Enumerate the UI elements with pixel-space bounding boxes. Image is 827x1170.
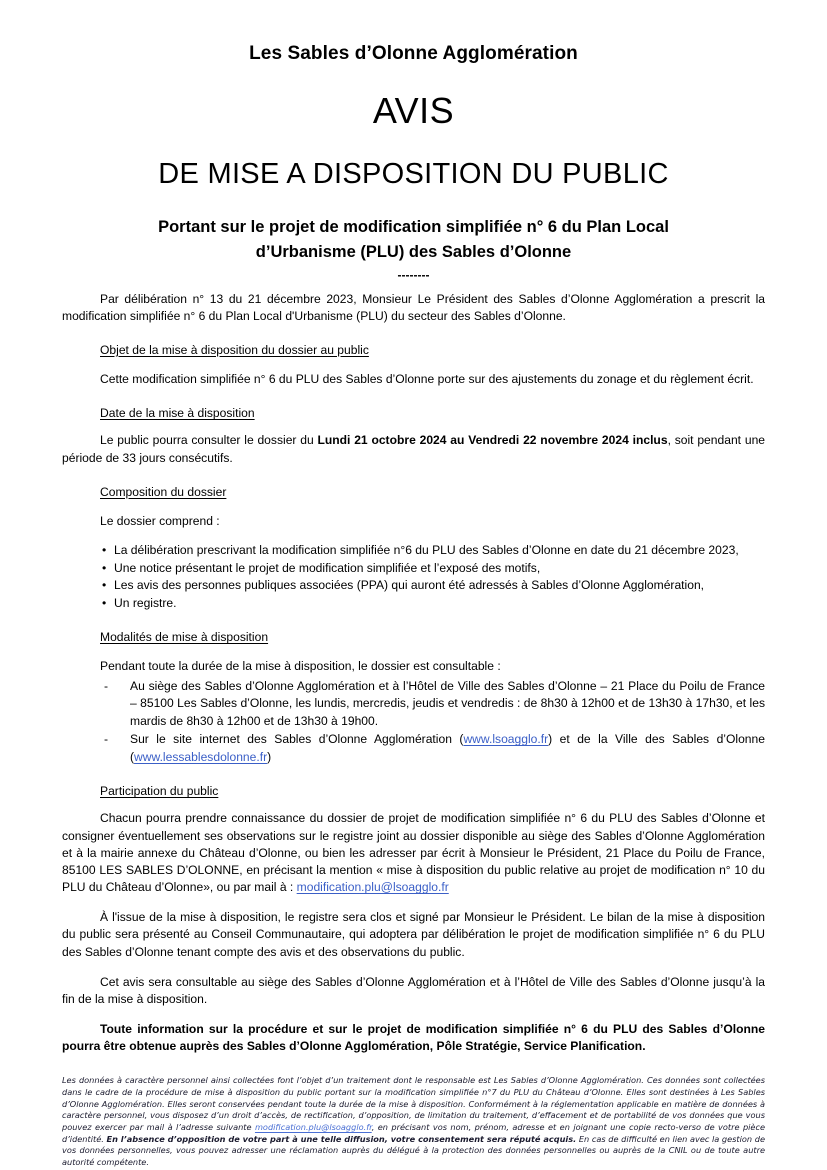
date-paragraph — [62, 432, 765, 466]
list-item: • Une notice présentant le projet de modification simplifiée et l’exposé des motifs, — [102, 560, 765, 578]
legal-bold-consent: En l’absence d’opposition de votre part à une telle diffusion, votre consentement sera réputé acquis. — [106, 1133, 577, 1144]
section-heading-modalites: Modalités de mise à disposition — [100, 630, 269, 645]
intro-paragraph: Par délibération n° 13 du 21 décembre 2023, Monsieur Le Président des Sables d’Olonne Agglomération a prescrit la modification simplifiée n° 6 du Plan Local d'Urbanisme (PLU) du secteur des Sables d’Olonne. — [62, 291, 765, 323]
portant-line-2: d’Urbanisme (PLU) des Sables d’Olonne — [255, 242, 572, 261]
link-email-legal[interactable]: modification.plu@lsoagglo.fr — [254, 1121, 372, 1132]
date-range-bold: Lundi 21 octobre 2024 au Vendredi 22 novembre 2024 inclus — [317, 433, 668, 448]
modalites-list — [62, 678, 765, 767]
section-heading-date: Date de la mise à disposition — [100, 406, 255, 421]
portant-heading — [96, 215, 731, 265]
section-heading-composition: Composition du dossier — [100, 484, 227, 499]
objet-paragraph: Cette modification simplifiée n° 6 du PLU des Sables d’Olonne porte sur des ajustements du zonage et du règlement écrit. — [100, 372, 754, 387]
portant-line-1: Portant sur le projet de modification simplifiée n° 6 du Plan Local — [158, 218, 669, 237]
section-heading-objet: Objet de la mise à disposition du dossier au public — [100, 342, 369, 357]
participation-paragraph-1 — [62, 810, 765, 896]
date-para-part1: Le public pourra consulter le dossier du — [100, 433, 318, 448]
modalites-lead: Pendant toute la durée de la mise à disposition, le dossier est consultable : — [100, 659, 501, 674]
subject-title: DE MISE A DISPOSITION DU PUBLIC — [158, 157, 669, 190]
list-item: • Un registre. — [102, 595, 765, 613]
composition-lead: Le dossier comprend : — [100, 513, 220, 528]
list-item: - Au siège des Sables d’Olonne Agglomération et à l’Hôtel de Ville des Sables d’Olonne – 21 Place du Poilu de France – 85100 Les Sables d’Olonne, les lundis, mercredis, jeudis et vendredis : de 8h30 à 12h00 et de 13h30 à 17h30, et les mardis de 8h30 à 12h00 et de 13h30 à 19h00. — [100, 678, 765, 731]
composition-list — [62, 542, 765, 612]
legal-part-1: Les données à caractère personnel ainsi collectées font l’objet d’un traitement dont le responsable est Les Sables d’Olonne Agglomération. Ces données sont collectées dans le cadre de la procédure de mise à disposition du public portant sur la modification simplifiée n°7 du PLU du Château d’Olonne. Elles sont destinées à Les Sables d’Olonne Agglomération. Elles seront conservées pendant toute la durée de la mise à disposition. Conformément à la réglementation applicable en matière de données à caractère personnel, vous disposez d’un droit d’accès, de rectification, d’opposition, de limitation du traitement, d’effacement et de portabilité de vos données que vous pouvez exercer par mail à l’adresse suivante — [62, 1075, 765, 1132]
organization-name: Les Sables d’Olonne Agglomération — [249, 43, 578, 64]
modalites-item2-post: ) — [267, 749, 272, 764]
section-heading-participation: Participation du public — [100, 784, 219, 799]
separator-dashes: -------- — [397, 267, 430, 282]
legal-notice — [62, 1075, 765, 1168]
modalites-item2-mid: ) et de la Ville des Sables d’Olonne ( — [130, 732, 765, 764]
list-item — [100, 731, 765, 766]
date-para-part2: , soit pendant une période de 33 jours consécutifs. — [62, 433, 766, 465]
link-lessablesdolonne[interactable]: www.lessablesdolonne.fr — [134, 749, 268, 764]
participation-para1-text: Chacun pourra prendre connaissance du dossier de projet de modification simplifiée n° 6 du PLU des Sables d’Olonne et consigner éventuellement ses observations sur le registre joint au dossier disponible au siège des Sables d’Olonne Agglomération et à la mairie annexe du Château d’Olonne, ou bien les adresser par écrit à Monsieur le Président, 21 Place du Poilu de France, 85100 LES SABLES D’OLONNE, en précisant la mention « mise à disposition du public relative au projet de modification n° 10 du PLU du Château d’Olonne», ou par mail à : — [62, 811, 765, 895]
list-item: • Les avis des personnes publiques associées (PPA) qui auront été adressés à Sables d’Olonne Agglomération, — [102, 577, 765, 595]
participation-paragraph-2: À l'issue de la mise à disposition, le registre sera clos et signé par Monsieur le Président. Le bilan de la mise à disposition du public sera présenté au Conseil Communautaire, qui adoptera par délibération le projet de modification simplifiée n° 6 du PLU des Sables d’Olonne tenant compte des avis et des observations du public. — [62, 910, 765, 959]
legal-part-3: En cas de difficulté en lien avec la gestion de vos données personnelles, vous pouvez adresser une réclamation auprès du délégué à la protection des données personnelles ou auprès de la CNIL ou de toute autre autorité compétente. — [62, 1133, 765, 1167]
participation-paragraph-4: Toute information sur la procédure et sur le projet de modification simplifiée n° 6 du PLU des Sables d’Olonne pourra être obtenue auprès des Sables d’Olonne Agglomération, Pôle Stratégie, Service Planification. — [62, 1022, 765, 1054]
list-item: • La délibération prescrivant la modification simplifiée n°6 du PLU des Sables d’Olonne en date du 21 décembre 2023, — [102, 542, 765, 560]
participation-paragraph-3: Cet avis sera consultable au siège des Sables d’Olonne Agglomération et à l’Hôtel de Ville des Sables d’Olonne jusqu’à la fin de la mise à disposition. — [62, 974, 765, 1006]
legal-part-2: , en précisant vos nom, prénom, adresse et en joignant une copie recto-verso de votre pièce d’identité. — [62, 1121, 765, 1144]
link-email-modification-plu[interactable]: modification.plu@lsoagglo.fr — [296, 880, 449, 895]
avis-title: AVIS — [372, 89, 455, 131]
modalites-item2-pre: Sur le site internet des Sables d’Olonne Agglomération ( — [130, 732, 464, 747]
link-lsoagglo[interactable]: www.lsoagglo.fr — [463, 732, 549, 747]
